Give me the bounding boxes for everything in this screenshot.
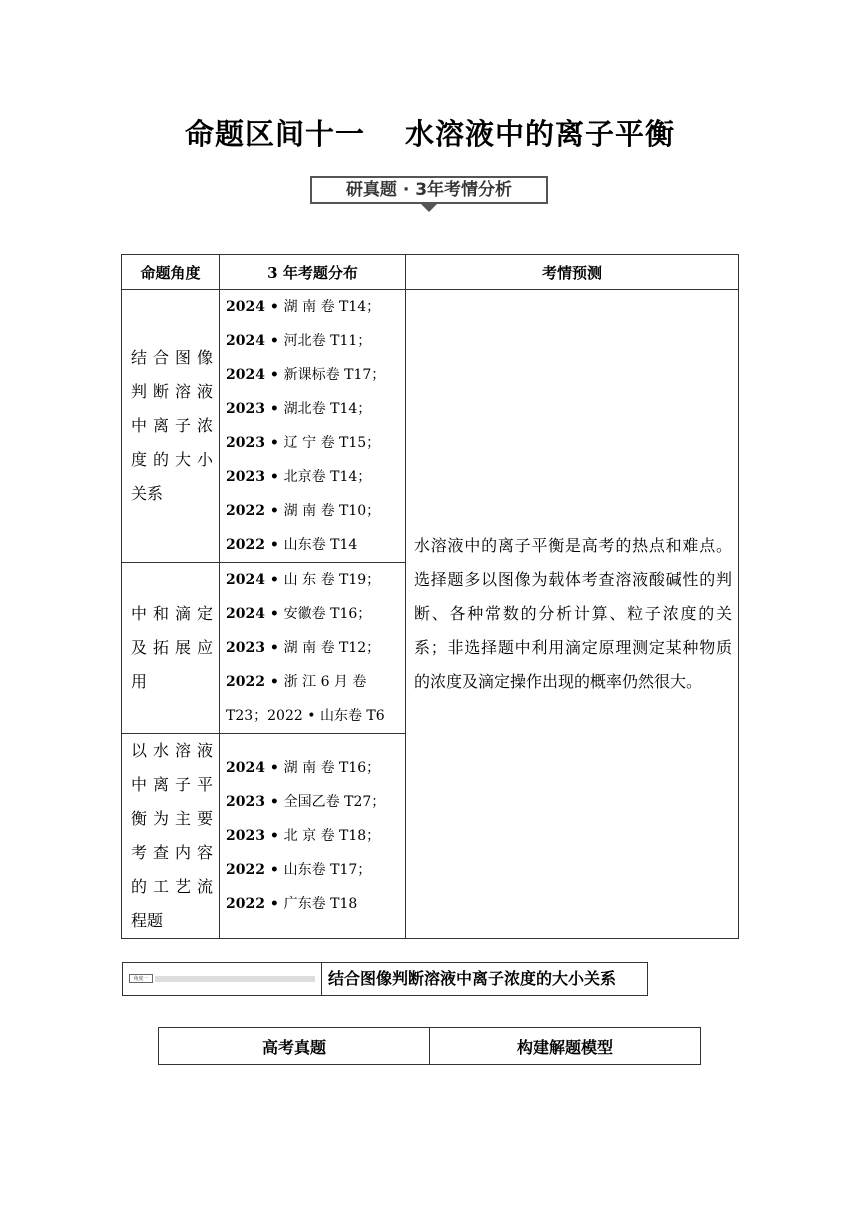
exam-item: 2023 • 北京卷 T14； xyxy=(226,469,372,485)
section-header-bar xyxy=(122,962,648,996)
angle-line: 结合图像 xyxy=(131,348,213,367)
section-banner: 研真题 · 3年考情分析 xyxy=(310,176,548,204)
exam-item: 2024 • 湖 南 卷 T16； xyxy=(226,760,381,776)
angle-line: 度的大小 xyxy=(131,450,213,469)
distribution-cell xyxy=(220,734,406,939)
angle-line: 及拓展应 xyxy=(131,638,213,657)
exam-item: 2023 • 全国乙卷 T27； xyxy=(226,794,386,810)
model-col-build: 构建解题模型 xyxy=(430,1028,701,1065)
angle-line: 中离子浓 xyxy=(131,416,213,435)
title-part2: 水溶液中的离子平衡 xyxy=(405,117,676,151)
exam-item: 2024 • 安徽卷 T16； xyxy=(226,606,372,622)
angle-line: 用 xyxy=(131,672,148,691)
table-row xyxy=(122,290,739,563)
header-prediction: 考情预测 xyxy=(406,255,739,290)
exam-item: 2023 • 湖 南 卷 T12； xyxy=(226,640,381,656)
exam-analysis-table xyxy=(121,254,739,939)
exam-item: 2022 • 山东卷 T14 xyxy=(226,537,358,553)
angle-cell xyxy=(122,734,220,939)
exam-item: 2023 • 湖北卷 T14； xyxy=(226,401,372,417)
exam-item: 2024 • 山 东 卷 T19； xyxy=(226,572,381,588)
title-part1: 命题区间十一 xyxy=(184,117,365,151)
exam-item: 2023 • 辽 宁 卷 T15； xyxy=(226,435,381,451)
angle-line: 程题 xyxy=(131,911,164,930)
model-col-exam: 高考真题 xyxy=(159,1028,430,1065)
table-row xyxy=(159,1028,701,1065)
angle-line: 中离子平 xyxy=(131,775,213,794)
exam-item: 2024 • 河北卷 T11； xyxy=(226,333,372,349)
exam-item: 2022 • 广东卷 T18 xyxy=(226,896,358,912)
prediction-cell: 水溶液中的离子平衡是高考的热点和难点。选择题多以图像为载体考查溶液酸碱性的判断、各种常数的分析计算、粒子浓度的关系；非选择题中利用滴定原理测定某种物质的浓度及滴定操作出现的概率仍然很大。 xyxy=(406,290,739,939)
angle-line: 中和滴定 xyxy=(131,604,213,623)
angle-line: 考查内容 xyxy=(131,843,213,862)
section-stripe xyxy=(155,976,315,982)
section-tag: 角度一 xyxy=(129,974,153,983)
distribution-cell xyxy=(220,563,406,734)
angle-line: 以水溶液 xyxy=(131,741,213,760)
header-angle: 命题角度 xyxy=(122,255,220,290)
exam-item: 2023 • 北 京 卷 T18； xyxy=(226,828,381,844)
angle-line: 的工艺流 xyxy=(131,877,213,896)
angle-cell xyxy=(122,563,220,734)
exam-item: 2022 • 浙 江 6 月 卷 xyxy=(226,674,367,690)
angle-cell xyxy=(122,290,220,563)
exam-item: 2024 • 湖 南 卷 T14； xyxy=(226,299,381,315)
section-heading: 结合图像判断溶液中离子浓度的大小关系 xyxy=(328,969,617,988)
angle-line: 判断溶液 xyxy=(131,382,213,401)
table-header-row xyxy=(122,255,739,290)
angle-line: 关系 xyxy=(131,484,164,503)
model-table xyxy=(158,1027,701,1065)
header-distribution: 3 年考题分布 xyxy=(220,255,406,290)
angle-line: 衡为主要 xyxy=(131,809,213,828)
banner-arrow-icon xyxy=(421,204,437,212)
exam-item: 2024 • 新课标卷 T17； xyxy=(226,367,386,383)
exam-item: 2022 • 山东卷 T17； xyxy=(226,862,372,878)
distribution-cell xyxy=(220,290,406,563)
section-tag-area xyxy=(123,963,322,995)
exam-item: T23；2022 • 山东卷 T6 xyxy=(226,708,385,724)
exam-item: 2022 • 湖 南 卷 T10； xyxy=(226,503,381,519)
page-title xyxy=(0,112,860,153)
